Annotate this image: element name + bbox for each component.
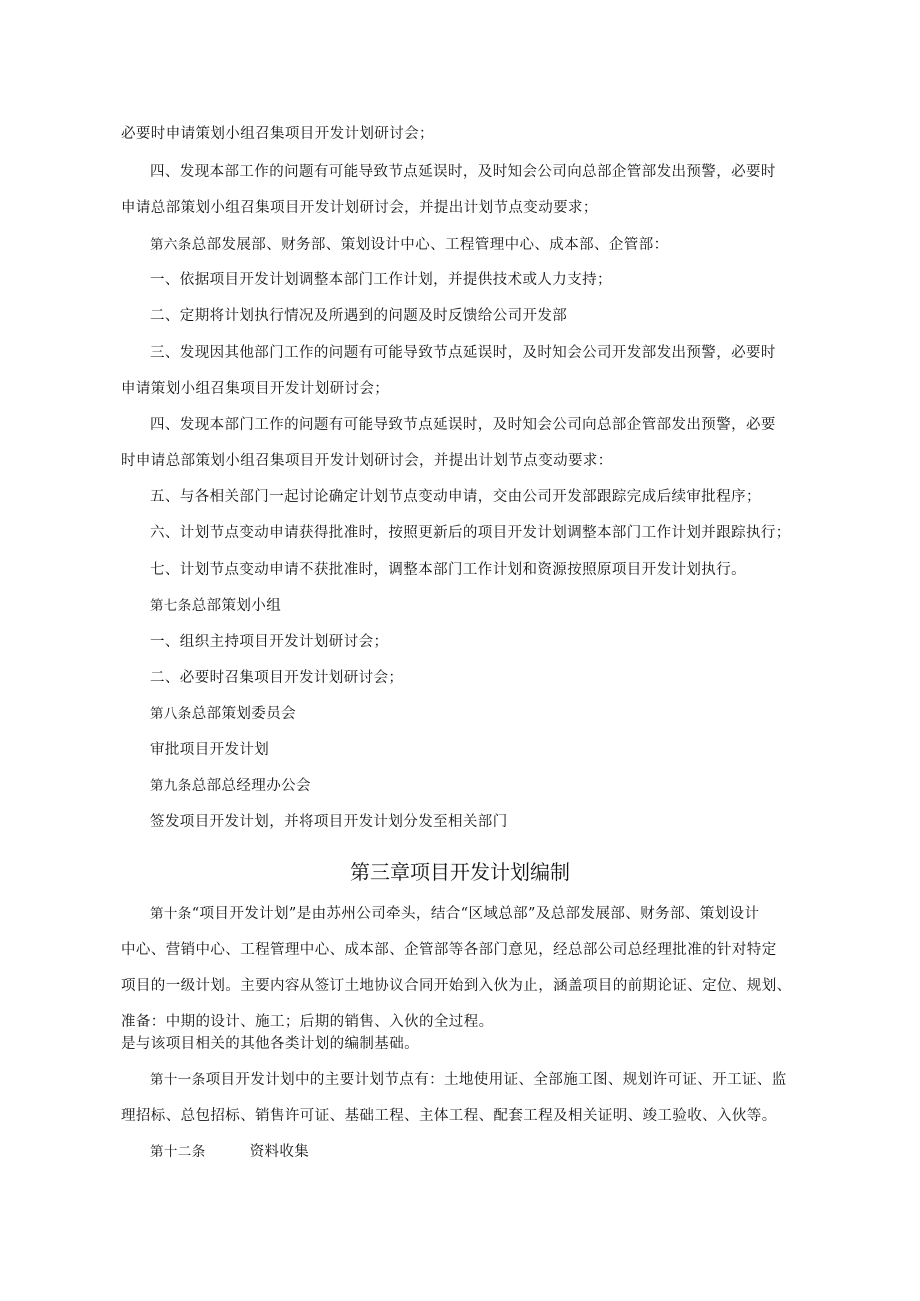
article-text: 总部策划委员会 — [191, 706, 297, 722]
paragraph-line: 一、组织主持项目开发计划研讨会； — [150, 634, 389, 650]
paragraph-line: 二、定期将计划执行情况及所遇到的问题及时反馈给公司开发部 — [150, 308, 568, 324]
article-label: 第六条 — [150, 237, 192, 253]
article-8 — [150, 704, 296, 724]
paragraph-line: 一、依据项目开发计划调整本部门工作计划，并提供技术或人力支持； — [150, 272, 612, 288]
paragraph-line: 四、发现本部门工作的问题有可能导致节点延误时，及时知会公司向总部企管部发出预警，必要 — [150, 417, 776, 433]
article-text: 总部发展部、财务部、策划设计中心、工程管理中心、成本部、企管部： — [191, 237, 669, 253]
article-text: 总部策划小组 — [191, 598, 282, 614]
article-label: 第十一条 — [150, 1072, 206, 1088]
paragraph-line: 理招标、总包招标、销售许可证、基础工程、主体工程、配套工程及相关证明、竣工验收、入伙等。 — [121, 1108, 777, 1124]
paragraph-line: 中心、营销中心、工程管理中心、成本部、企管部等各部门意见，经总部公司总经理批准的针对特定 — [121, 942, 777, 958]
paragraph-line: 签发项目开发计划，并将项目开发计划分发至相关部门 — [150, 814, 508, 830]
article-10 — [150, 904, 759, 924]
paragraph-line: 七、计划节点变动申请不获批准时，调整本部门工作计划和资源按照原项目开发计划执行。 — [150, 562, 746, 578]
article-label: 第九条 — [150, 778, 192, 794]
paragraph-line: 项目的一级计划。主要内容从签订土地协议合同开始到入伙为止，涵盖项目的前期论证、定位、规划、 — [121, 978, 792, 994]
article-text: 项目开发计划中的主要计划节点有：土地使用证、全部施工图、规划许可证、开工证、监 — [205, 1072, 787, 1088]
paragraph-line: 四、发现本部工作的问题有可能导致节点延误时，及时知会公司向总部企管部发出预警，必要时 — [150, 164, 776, 180]
paragraph-line: 五、与各相关部门一起讨论确定计划节点变动申请，交由公司开发部跟踪完成后续审批程序； — [150, 489, 761, 505]
paragraph-line: 二、必要时召集项目开发计划研讨会； — [150, 670, 404, 686]
paragraph-line: 准备：中期的设计、施工；后期的销售、入伙的全过程。 — [121, 1014, 494, 1030]
paragraph-line: 申请总部策划小组召集项目开发计划研讨会，并提出计划节点变动要求； — [121, 200, 598, 216]
article-text: 资料收集 — [249, 1144, 310, 1160]
paragraph-line: 申请策划小组召集项目开发计划研讨会； — [121, 381, 390, 397]
chapter-title: 第三章项目开发计划编制 — [350, 860, 570, 884]
paragraph-line: 六、计划节点变动申请获得批准时，按照更新后的项目开发计划调整本部门工作计划并跟踪执行； — [150, 525, 791, 541]
article-7 — [150, 596, 281, 616]
article-9 — [150, 776, 311, 796]
article-text: 总部总经理办公会 — [191, 778, 311, 794]
article-12 — [150, 1142, 309, 1162]
article-11 — [150, 1070, 787, 1090]
article-label: 第八条 — [150, 706, 192, 722]
paragraph-line: 三、发现因其他部门工作的问题有可能导致节点延误时，及时知会公司开发部发出预警，必要时 — [150, 345, 776, 361]
article-6 — [150, 235, 669, 255]
paragraph-line: 必要时申请策划小组召集项目开发计划研讨会； — [121, 126, 434, 142]
paragraph-line: 时申请总部策划小组召集项目开发计划研讨会，并提出计划节点变动要求： — [121, 453, 613, 469]
paragraph-line: 审批项目开发计划 — [150, 742, 270, 758]
article-label: 第十二条 — [150, 1144, 206, 1160]
article-label: 第七条 — [150, 598, 192, 614]
article-text: “项目开发计划”是由苏州公司牵头，结合“区域总部”及总部发展部、财务部、策划设计 — [191, 906, 760, 922]
paragraph-line: 是与该项目相关的其他各类计划的编制基础。 — [121, 1036, 419, 1052]
article-label: 第十条 — [150, 906, 192, 922]
